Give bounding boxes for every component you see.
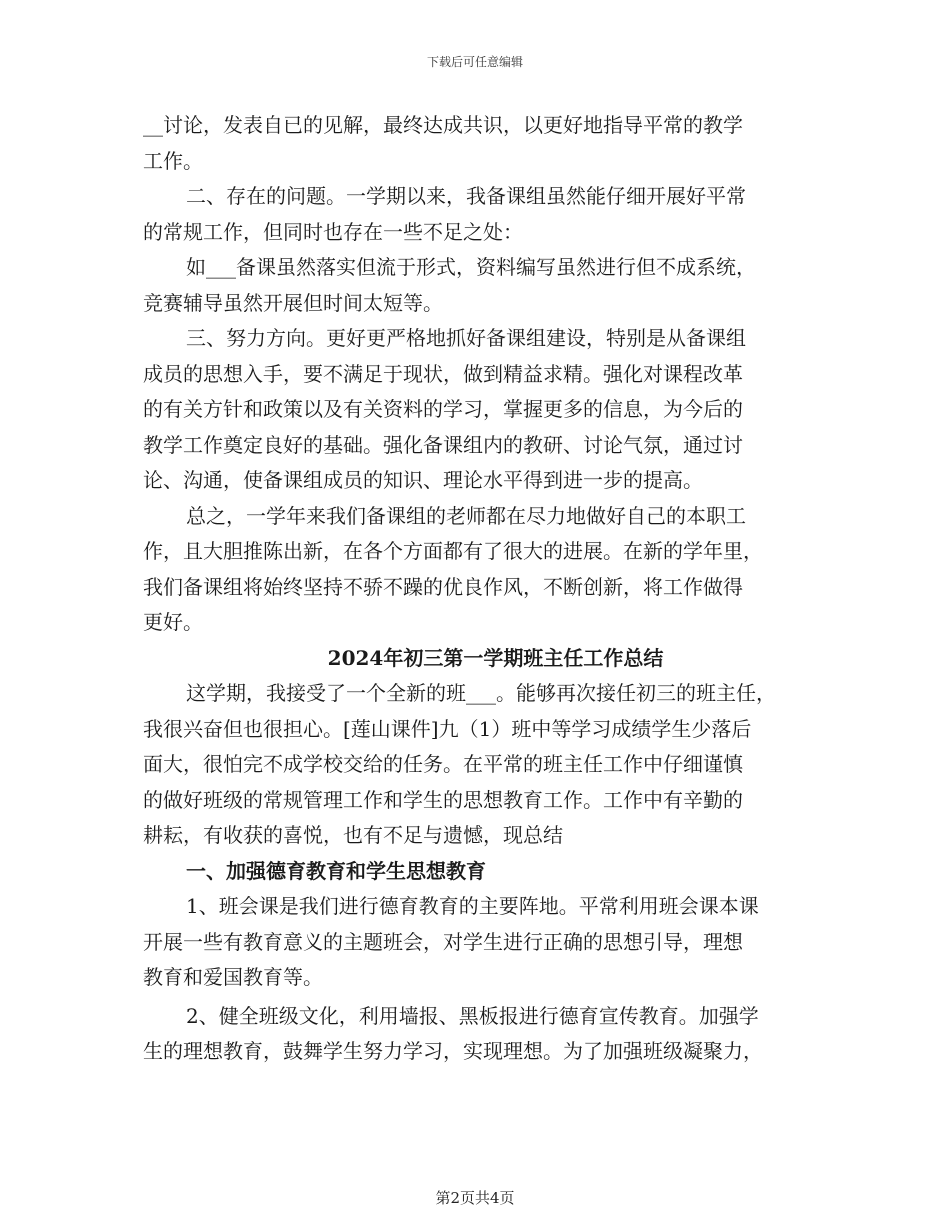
paragraph-intro xyxy=(143,676,808,854)
text-line: 我很兴奋但也很担心。[莲山课件]九（1）班中等学习成绩学生少落后 xyxy=(143,716,752,741)
paragraph-problems xyxy=(143,179,808,250)
text-line: 工作。 xyxy=(143,148,203,173)
text-line: 这学期，我接受了一个全新的班___。能够再次接任初三的班主任， xyxy=(186,681,776,705)
text-line: __讨论，发表自已的见解，最终达成共识，以更好地指导平常的教学 xyxy=(143,113,743,137)
text-line: 面大，很怕完不成学校交给的任务。在平常的班主任工作中仔细谨慎 xyxy=(143,752,743,776)
page-footer: 第2页共4页 xyxy=(435,1189,515,1207)
text-line: 竞赛辅导虽然开展但时间太短等。 xyxy=(143,290,443,315)
text-line: 如___备课虽然落实但流于形式，资料编写虽然进行但不成系统， xyxy=(186,255,756,279)
page-header: 下载后可任意编辑 xyxy=(426,55,523,69)
document-body xyxy=(143,108,808,1070)
text-line: 开展一些有教育意义的主题班会，对学生进行正确的思想引导，理想 xyxy=(143,929,743,954)
text-line: 的做好班级的常规管理工作和学生的思想教育工作。工作中有辛勤的 xyxy=(143,787,743,812)
text-line: 成员的思想入手，要不满足于现状，做到精益求精。强化对课程改革 xyxy=(143,361,743,386)
section-heading: 一、加强德育教育和学生思想教育 xyxy=(186,858,486,883)
section-title: 2024年初三第一学期班主任工作总结 xyxy=(327,645,664,670)
paragraph-discussion xyxy=(143,108,808,179)
text-line: 更好。 xyxy=(143,610,203,634)
paragraph-item-1 xyxy=(143,889,808,996)
text-line: 耕耘，有收获的喜悦，也有不足与遗憾，现总结 xyxy=(143,823,563,847)
text-line: 总之，一学年来我们备课组的老师都在尽力地做好自己的本职工 xyxy=(186,503,746,528)
paragraph-item-2 xyxy=(143,999,808,1070)
text-line: 生的理想教育，鼓舞学生努力学习，实现理想。为了加强班级凝聚力， xyxy=(143,1039,763,1063)
text-line: 我们备课组将始终坚持不骄不躁的优良作风，不断创新，将工作做得 xyxy=(143,574,743,599)
text-line: 二、存在的问题。一学期以来，我备课组虽然能仔细开展好平常 xyxy=(186,184,746,208)
text-line: 2、健全班级文化，利用墙报、黑板报进行德育宣传教育。加强学 xyxy=(186,1003,759,1028)
paragraph-examples xyxy=(143,250,808,321)
text-line: 论、沟通，使备课组成员的知识、理论水平得到进一步的提高。 xyxy=(143,468,703,492)
text-line: 三、努力方向。更好更严格地抓好备课组建设，特别是从备课组 xyxy=(186,326,746,350)
text-line: 的常规工作，但同时也存在一些不足之处： xyxy=(143,219,523,244)
text-line: 教学工作奠定良好的基础。强化备课组内的教研、讨论气氛，通过讨 xyxy=(143,432,743,457)
text-line: 教育和爱国教育等。 xyxy=(143,965,323,989)
text-line: 作，且大胆推陈出新，在各个方面都有了很大的进展。在新的学年里， xyxy=(143,539,763,563)
paragraph-summary xyxy=(143,499,808,641)
text-line: 的有关方针和政策以及有关资料的学习，掌握更多的信息，为今后的 xyxy=(143,397,743,421)
text-line: 1、班会课是我们进行德育教育的主要阵地。平常利用班会课本课 xyxy=(186,894,759,918)
paragraph-direction xyxy=(143,321,808,499)
